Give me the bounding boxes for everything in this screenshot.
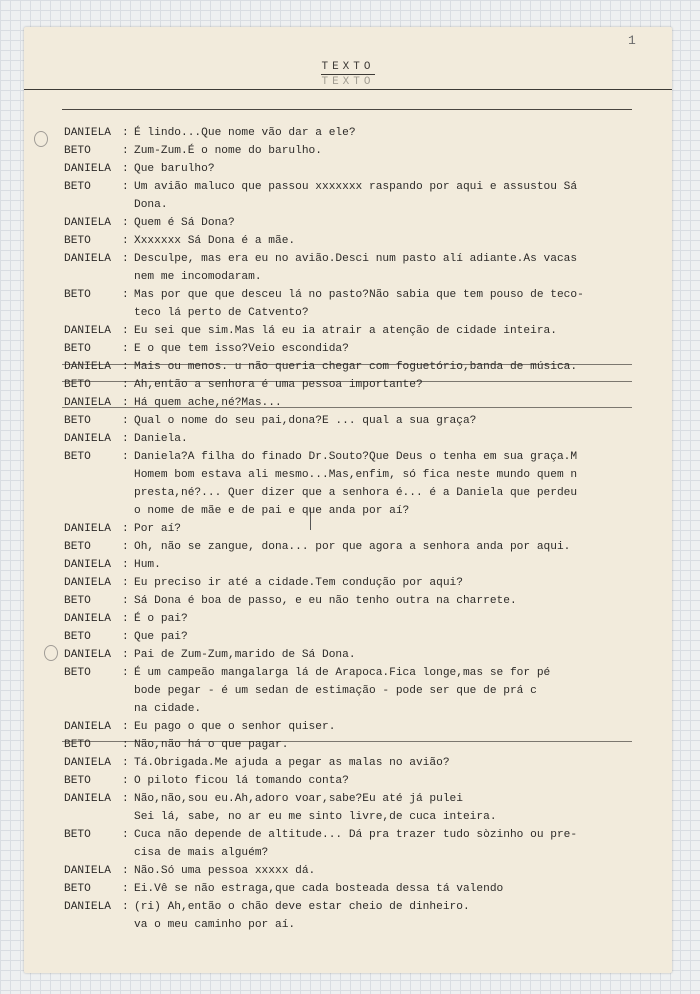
speaker-name: DANIELA [64,433,111,445]
speaker-colon: : [122,325,129,337]
dialogue-line [24,557,672,574]
dialogue-line [24,755,672,772]
speaker-colon: : [122,127,129,139]
dialogue-line [24,593,672,610]
dialogue-text: presta,né?... Quer dizer que a senhora é... é a Daniela que perdeu [134,487,578,499]
speaker-name: BETO [64,181,91,193]
speaker-name: DANIELA [64,793,111,805]
divider-rule [62,109,632,110]
dialogue-line [24,683,672,700]
speaker-colon: : [122,415,129,427]
dialogue-text: Dona. [134,199,168,211]
speaker-name: BETO [64,343,91,355]
speaker-name: DANIELA [64,325,111,337]
speaker-colon: : [122,433,129,445]
dialogue-text: Desculpe, mas era eu no avião.Desci num pasto alí adiante.As vacas [134,253,578,265]
speaker-colon: : [122,865,129,877]
dialogue-line [24,719,672,736]
dialogue-line [24,863,672,880]
dialogue-line [24,215,672,232]
dialogue-line [24,287,672,304]
speaker-colon: : [122,721,129,733]
speaker-colon: : [122,145,129,157]
dialogue-text: Pai de Zum-Zum,marido de Sá Dona. [134,649,356,661]
speaker-colon: : [122,667,129,679]
dialogue-text: Mas por que que desceu lá no pasto?Não sabia que tem pouso de teco- [134,289,584,301]
speaker-colon: : [122,613,129,625]
dialogue-text: teco lá perto de Catvento? [134,307,309,319]
dialogue-line [24,305,672,322]
dialogue-text: Hum. [134,559,161,571]
speaker-name: DANIELA [64,127,111,139]
dialogue-text: Eu sei que sim.Mas lá eu ia atrair a atenção de cidade inteira. [134,325,557,337]
dialogue-line [24,341,672,358]
speaker-colon: : [122,181,129,193]
dialogue-line [24,503,672,520]
speaker-name: DANIELA [64,613,111,625]
dialogue-text: Daniela?A filha do finado Dr.Souto?Que Deus o tenha em sua graça.M [134,451,578,463]
speaker-colon: : [122,253,129,265]
speaker-colon: : [122,163,129,175]
speaker-colon: : [122,829,129,841]
speaker-name: DANIELA [64,559,111,571]
dialogue-text: É um campeão mangalarga lá de Arapoca.Fica longe,mas se for pé [134,667,551,679]
speaker-name: DANIELA [64,901,111,913]
dialogue-line [24,575,672,592]
speaker-colon: : [122,235,129,247]
dialogue-text: Que barulho? [134,163,215,175]
dialogue-text: Não.Só uma pessoa xxxxx dá. [134,865,316,877]
dialogue-line [24,125,672,142]
speaker-colon: : [122,739,129,751]
speaker-colon: : [122,541,129,553]
dialogue-text: Eu preciso ir até a cidade.Tem condução por aqui? [134,577,463,589]
speaker-colon: : [122,289,129,301]
dialogue-text: Há quem ache,né?Mas... [134,397,282,409]
dialogue-line [24,413,672,430]
dialogue-text: Ah,então a senhora é uma pessoa importante? [134,379,423,391]
dialogue-text: Quem é Sá Dona? [134,217,235,229]
speaker-name: DANIELA [64,757,111,769]
dialogue-line [24,701,672,718]
speaker-name: BETO [64,541,91,553]
dialogue-line [24,809,672,826]
dialogue-text: Que pai? [134,631,188,643]
dialogue-text: Por aí? [134,523,181,535]
dialogue-line [24,161,672,178]
speaker-colon: : [122,595,129,607]
speaker-name: DANIELA [64,253,111,265]
title-overstrike: TEXTO [24,76,672,90]
speaker-colon: : [122,451,129,463]
dialogue-text: Não,não,sou eu.Ah,adoro voar,sabe?Eu até já pulei [134,793,463,805]
speaker-colon: : [122,577,129,589]
dialogue-text: Qual o nome do seu pai,dona?E ... qual a sua graça? [134,415,477,427]
dialogue-text: Cuca não depende de altitude... Dá pra trazer tudo sòzinho ou pre- [134,829,578,841]
dialogue-line [24,539,672,556]
dialogue-line [24,791,672,808]
dialogue-line [24,881,672,898]
dialogue-line [24,431,672,448]
dialogue-text: Xxxxxxx Sá Dona é a mãe. [134,235,296,247]
speaker-name: DANIELA [64,523,111,535]
dialogue-text: É lindo...Que nome vão dar a ele? [134,127,356,139]
dialogue-line [24,737,672,754]
speaker-colon: : [122,397,129,409]
speaker-name: DANIELA [64,217,111,229]
speaker-name: BETO [64,379,91,391]
dialogue-text: E o que tem isso?Veio escondida? [134,343,349,355]
dialogue-line [24,197,672,214]
dialogue-line [24,359,672,376]
dialogue-text: (ri) Ah,então o chão deve estar cheio de dinheiro. [134,901,470,913]
dialogue-text: Zum-Zum.É o nome do barulho. [134,145,322,157]
page-number: 1 [628,33,636,48]
dialogue-text: Um avião maluco que passou xxxxxxx raspando por aqui e assustou Sá [134,181,578,193]
typewritten-page [24,27,672,973]
speaker-colon: : [122,217,129,229]
dialogue-text: Oh, não se zangue, dona... por que agora a senhora anda por aqui. [134,541,571,553]
speaker-name: BETO [64,739,91,751]
dialogue-text: Sei lá, sabe, no ar eu me sinto livre,de cuca inteira. [134,811,497,823]
dialogue-line [24,647,672,664]
dialogue-line [24,917,672,934]
dialogue-text: va o meu caminho por aí. [134,919,296,931]
dialogue-text: cisa de mais alguém? [134,847,269,859]
dialogue-line [24,269,672,286]
speaker-name: DANIELA [64,361,111,373]
dialogue-line [24,449,672,466]
speaker-colon: : [122,793,129,805]
dialogue-line [24,251,672,268]
speaker-colon: : [122,559,129,571]
dialogue-text: O piloto ficou lá tomando conta? [134,775,349,787]
speaker-colon: : [122,523,129,535]
dialogue-line [24,485,672,502]
title-text: TEXTO [321,61,375,73]
speaker-name: DANIELA [64,163,111,175]
speaker-name: BETO [64,145,91,157]
dialogue-line [24,377,672,394]
speaker-colon: : [122,757,129,769]
speaker-colon: : [122,631,129,643]
dialogue-line [24,143,672,160]
speaker-colon: : [122,379,129,391]
dialogue-line [24,179,672,196]
speaker-colon: : [122,883,129,895]
dialogue-text: Sá Dona é boa de passo, e eu não tenho outra na charrete. [134,595,517,607]
dialogue-text: Daniela. [134,433,188,445]
speaker-name: BETO [64,415,91,427]
document-title [24,61,672,90]
speaker-name: DANIELA [64,721,111,733]
dialogue-text: Tá.Obrigada.Me ajuda a pegar as malas no avião? [134,757,450,769]
dialogue-line [24,845,672,862]
speaker-colon: : [122,775,129,787]
speaker-name: BETO [64,883,91,895]
dialogue-line [24,899,672,916]
dialogue-line [24,395,672,412]
dialogue-text: na cidade. [134,703,202,715]
dialogue-line [24,665,672,682]
speaker-name: BETO [64,451,91,463]
dialogue-text: nem me incomodaram. [134,271,262,283]
speaker-name: BETO [64,235,91,247]
dialogue-text: Ei.Vê se não estraga,que cada bosteada dessa tá valendo [134,883,504,895]
dialogue-line [24,323,672,340]
speaker-name: BETO [64,595,91,607]
dialogue-line [24,467,672,484]
dialogue-text: Não,não há o que pagar. [134,739,289,751]
speaker-name: DANIELA [64,577,111,589]
speaker-name: DANIELA [64,397,111,409]
dialogue-text: Eu pago o que o senhor quiser. [134,721,336,733]
dialogue-text: o nome de mãe e de pai e que anda por aí? [134,505,410,517]
dialogue-text: É o pai? [134,613,188,625]
speaker-name: BETO [64,775,91,787]
dialogue-line [24,629,672,646]
dialogue-line [24,521,672,538]
speaker-colon: : [122,649,129,661]
dialogue-line [24,611,672,628]
speaker-name: BETO [64,829,91,841]
speaker-colon: : [122,343,129,355]
speaker-colon: : [122,901,129,913]
speaker-name: BETO [64,289,91,301]
dialogue-line [24,827,672,844]
dialogue-text: Homem bom estava ali mesmo...Mas,enfim, só fica neste mundo quem n [134,469,578,481]
speaker-name: BETO [64,631,91,643]
speaker-colon: : [122,361,129,373]
speaker-name: BETO [64,667,91,679]
dialogue-text: Mais ou menos. u não queria chegar com foguetório,banda de música. [134,361,578,373]
speaker-name: DANIELA [64,649,111,661]
dialogue-line [24,773,672,790]
dialogue-text: bode pegar - é um sedan de estimação - pode ser que de prá c [134,685,537,697]
dialogue-line [24,233,672,250]
speaker-name: DANIELA [64,865,111,877]
